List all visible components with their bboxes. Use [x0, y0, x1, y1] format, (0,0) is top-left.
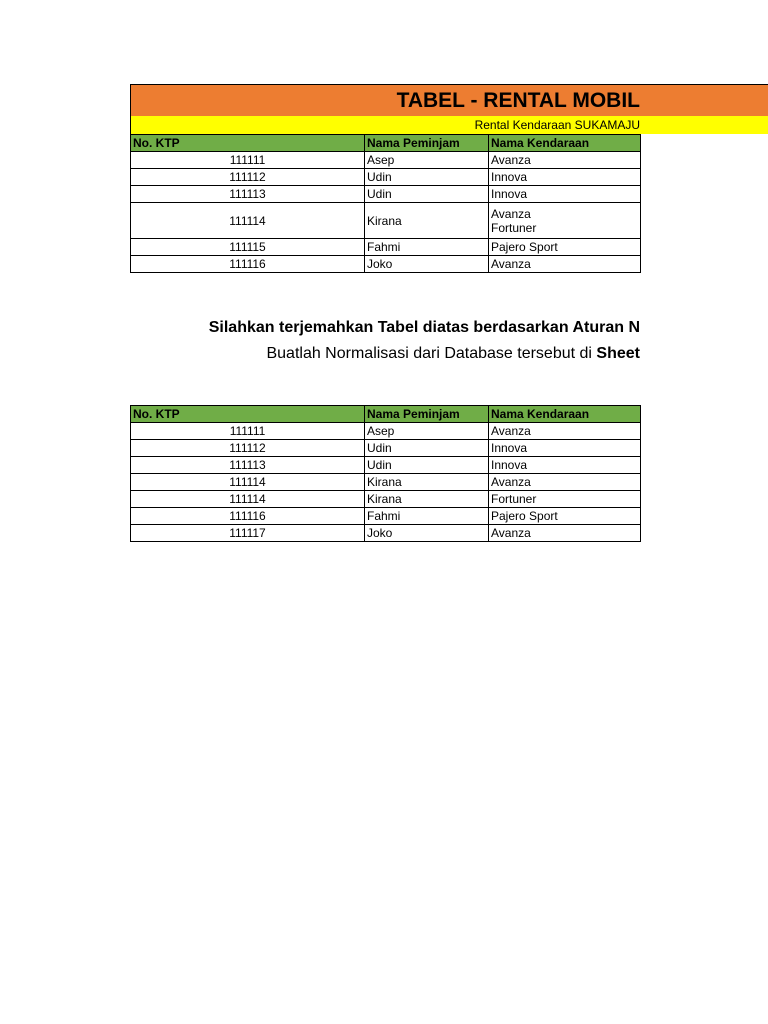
cell-nama[interactable]: Asep [365, 152, 489, 169]
cell-ktp[interactable]: 111111 [131, 423, 365, 440]
header-nama-kendaraan[interactable]: Nama Kendaraan [489, 135, 641, 152]
cell-ktp[interactable]: 111112 [131, 440, 365, 457]
table-row [131, 525, 641, 542]
instruction-line-1: Silahkan terjemahkan Tabel diatas berdasarkan Aturan N [208, 319, 640, 336]
cell-kendaraan[interactable]: Pajero Sport [489, 239, 641, 256]
cell-kendaraan[interactable]: Avanza [489, 474, 641, 491]
instruction-line-2-bold: Sheet [596, 345, 640, 362]
sheet-title: TABEL - RENTAL MOBIL [396, 89, 640, 112]
header-nama-kendaraan[interactable]: Nama Kendaraan [489, 406, 641, 423]
instruction-line-2 [130, 345, 640, 363]
table-row [131, 457, 641, 474]
header-row [131, 406, 641, 423]
cell-kendaraan-line1: Avanza [491, 206, 531, 221]
cell-kendaraan[interactable]: Innova [489, 169, 641, 186]
cell-nama[interactable]: Joko [365, 256, 489, 273]
rental-table-original [130, 134, 641, 273]
table-row [131, 474, 641, 491]
table-row [131, 256, 641, 273]
cell-ktp[interactable]: 111114 [131, 203, 365, 239]
cell-nama[interactable]: Kirana [365, 491, 489, 508]
cell-ktp[interactable]: 111113 [131, 186, 365, 203]
header-nama-peminjam[interactable]: Nama Peminjam [365, 406, 489, 423]
cell-kendaraan[interactable]: Avanza [489, 423, 641, 440]
cell-ktp[interactable]: 111112 [131, 169, 365, 186]
table-row [131, 491, 641, 508]
table-row [131, 423, 641, 440]
table-row [131, 152, 641, 169]
cell-ktp[interactable]: 111116 [131, 256, 365, 273]
cell-kendaraan[interactable]: Innova [489, 186, 641, 203]
cell-nama[interactable]: Fahmi [365, 508, 489, 525]
table-row [131, 186, 641, 203]
table-row [131, 203, 641, 239]
cell-ktp[interactable]: 111113 [131, 457, 365, 474]
cell-ktp[interactable]: 111115 [131, 239, 365, 256]
cell-ktp[interactable]: 111117 [131, 525, 365, 542]
table-row [131, 239, 641, 256]
cell-nama[interactable]: Asep [365, 423, 489, 440]
cell-nama[interactable]: Fahmi [365, 239, 489, 256]
cell-kendaraan[interactable]: Avanza [489, 525, 641, 542]
cell-nama[interactable]: Joko [365, 525, 489, 542]
cell-kendaraan[interactable]: Pajero Sport [489, 508, 641, 525]
header-row [131, 135, 641, 152]
table-row [131, 169, 641, 186]
header-no-ktp[interactable]: No. KTP [131, 406, 365, 423]
cell-ktp[interactable]: 111111 [131, 152, 365, 169]
rental-table-normalized [130, 405, 641, 542]
sheet-subtitle: Rental Kendaraan SUKAMAJU [474, 118, 640, 132]
cell-nama[interactable]: Udin [365, 186, 489, 203]
cell-kendaraan[interactable]: Fortuner [489, 491, 641, 508]
table-row [131, 440, 641, 457]
cell-nama[interactable]: Udin [365, 169, 489, 186]
cell-ktp[interactable]: 111114 [131, 491, 365, 508]
cell-nama[interactable]: Kirana [365, 203, 489, 239]
cell-kendaraan[interactable]: Innova [489, 440, 641, 457]
header-no-ktp[interactable]: No. KTP [131, 135, 365, 152]
cell-kendaraan[interactable]: Avanza [489, 256, 641, 273]
cell-kendaraan[interactable]: Innova [489, 457, 641, 474]
cell-kendaraan[interactable]: Avanza [489, 152, 641, 169]
cell-nama[interactable]: Udin [365, 440, 489, 457]
header-nama-peminjam[interactable]: Nama Peminjam [365, 135, 489, 152]
table-row [131, 508, 641, 525]
cell-ktp[interactable]: 111116 [131, 508, 365, 525]
cell-kendaraan-multi[interactable] [489, 203, 641, 239]
instruction-line-2-text: Buatlah Normalisasi dari Database tersebut di [266, 345, 597, 362]
cell-nama[interactable]: Udin [365, 457, 489, 474]
cell-ktp[interactable]: 111114 [131, 474, 365, 491]
cell-kendaraan-line2: Fortuner [491, 220, 537, 235]
cell-nama[interactable]: Kirana [365, 474, 489, 491]
